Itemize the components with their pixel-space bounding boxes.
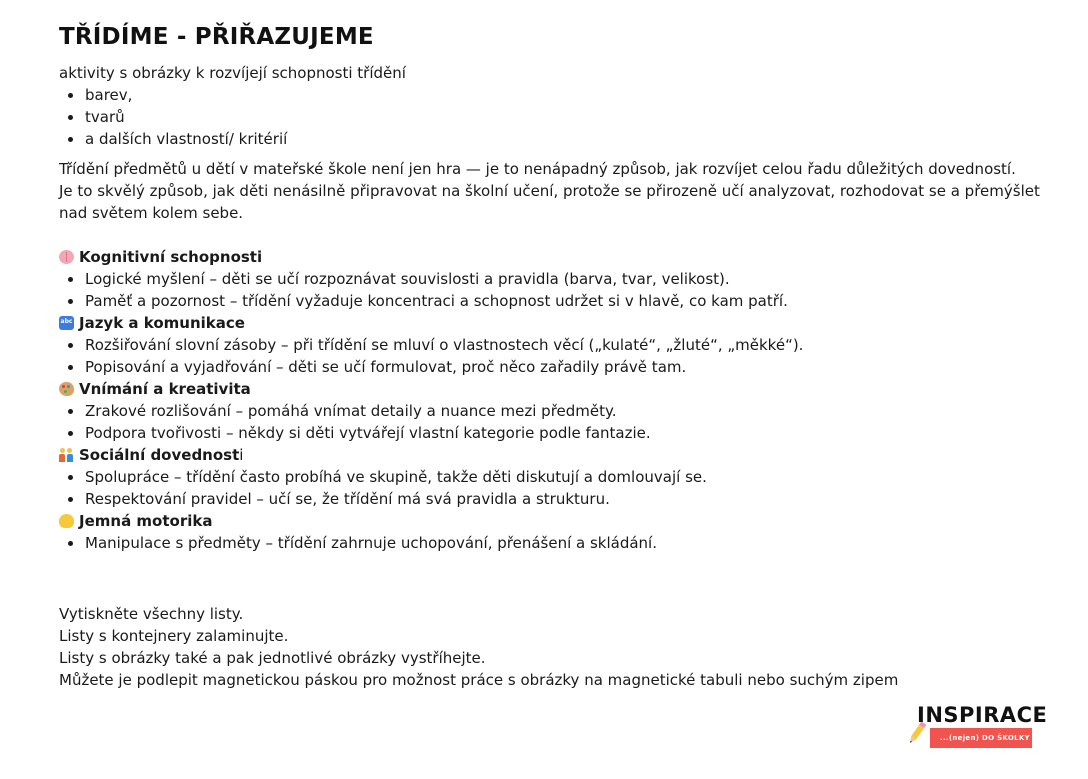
list-item: Manipulace s předměty – třídění zahrnuje uchopování, přenášení a skládání. — [85, 532, 1069, 554]
section-list — [59, 268, 1069, 312]
instruction-line: Můžete je podlepit magnetickou páskou pro možnost práce s obrázky na magnetické tabuli nebo suchým zipem — [59, 671, 899, 689]
document — [59, 22, 1069, 691]
section-heading-text: Jemná motorika — [79, 512, 213, 530]
list-item: Paměť a pozornost – třídění vyžaduje koncentraci a schopnost udržet si v hlavě, co kam patří. — [85, 290, 1069, 312]
section-heading-tail: i — [239, 446, 244, 464]
page-title: TŘÍDÍME - PŘIŘAZUJEME — [59, 24, 374, 50]
instruction-line: Vytiskněte všechny listy. — [59, 605, 244, 623]
list-item: tvarů — [85, 106, 1069, 128]
section-list — [59, 532, 1069, 554]
list-item: Zrakové rozlišování – pomáhá vnímat detaily a nuance mezi předměty. — [85, 400, 1069, 422]
instruction-line: Listy s obrázky také a pak jednotlivé obrázky vystříhejte. — [59, 649, 486, 667]
section-list — [59, 334, 1069, 378]
section-heading-cognitive — [59, 246, 1069, 268]
inspirace-logo — [902, 700, 1048, 750]
list-item: Respektování pravidel – učí se, že třídění má svá pravidla a strukturu. — [85, 488, 1069, 510]
list-item: Logické myšlení – děti se učí rozpoznávat souvislosti a pravidla (barva, tvar, velikost). — [85, 268, 1069, 290]
skills-sections — [59, 246, 1069, 554]
instruction-line: Listy s kontejnery zalaminujte. — [59, 627, 289, 645]
section-heading-social — [59, 444, 1069, 466]
list-item: Popisování a vyjadřování – děti se učí formulovat, proč něco zařadily právě tam. — [85, 356, 1069, 378]
palette-icon — [59, 382, 74, 396]
list-item: Rozšiřování slovní zásoby – při třídění se mluví o vlastnostech věcí („kulaté“, „žluté“, „měkké“). — [85, 334, 1069, 356]
people-icon — [59, 448, 74, 462]
list-item: a dalších vlastností/ kritérií — [85, 128, 1069, 150]
lead-list — [59, 84, 1069, 150]
intro-line: Je to skvělý způsob, jak děti nenásilně připravovat na školní učení, protože se přirozeně učí analyzovat, rozhodovat se a přemýšlet nad světem kolem sebe. — [59, 182, 1040, 222]
section-heading-motor — [59, 510, 1069, 532]
intro-line: Třídění předmětů u dětí v mateřské škole není jen hra — je to nenápadný způsob, jak rozvíjet celou řadu důležitých dovedností. — [59, 160, 1016, 178]
section-heading-text: Vnímání a kreativita — [79, 380, 251, 398]
list-item: barev, — [85, 84, 1069, 106]
hands-icon — [59, 514, 74, 528]
logo-subtitle: ...(nejen) DO ŠKOLKY — [940, 734, 1030, 742]
section-list — [59, 466, 1069, 510]
section-heading-language — [59, 312, 1069, 334]
list-item: Podpora tvořivosti – někdy si děti vytvářejí vlastní kategorie podle fantazie. — [85, 422, 1069, 444]
section-heading-perception — [59, 378, 1069, 400]
lead-text: aktivity s obrázky k rozvíjejí schopnosti třídění — [59, 64, 406, 82]
section-heading-text: Jazyk a komunikace — [79, 314, 245, 332]
instructions — [59, 603, 1069, 691]
logo-word: INSPIRACE — [917, 703, 1048, 727]
section-list — [59, 400, 1069, 444]
section-heading-text: Kognitivní schopnosti — [79, 248, 263, 266]
section-heading-text: Sociální dovednost — [79, 446, 240, 464]
intro-paragraph — [59, 158, 1069, 224]
list-item: Spolupráce – třídění často probíhá ve skupině, takže děti diskutují a domlouvají se. — [85, 466, 1069, 488]
brain-icon — [59, 250, 74, 264]
abc-icon — [59, 316, 74, 330]
